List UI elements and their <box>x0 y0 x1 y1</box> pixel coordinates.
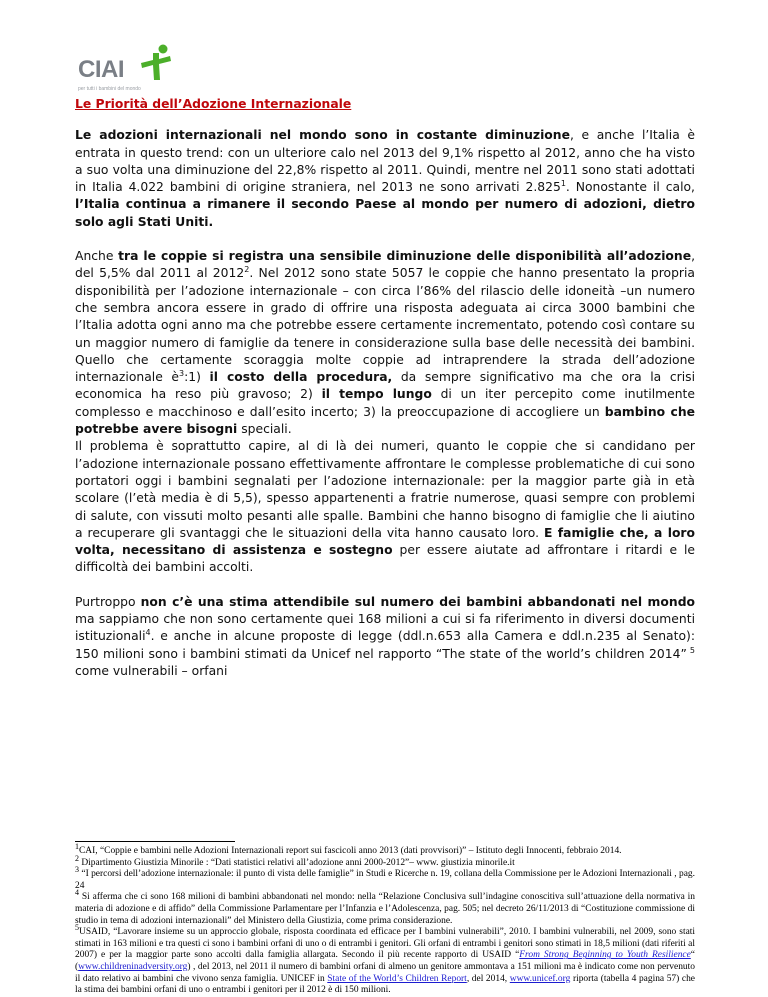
p4-text-1: Purtroppo <box>75 594 141 609</box>
logo-subtitle: per tutti i bambini del mondo <box>78 86 141 92</box>
p2-text-6: di un iter percepito come inutilmente complesso e macchinoso e dall’esito incerto; 3) la preoccupazione di accogliere un <box>75 387 695 419</box>
paragraph-3 <box>75 438 695 576</box>
footnote-4-text: Si afferma che ci sono 168 milioni di bambini abbandonati nel mondo: nella “Relazione Conclusiva sull’indagine conoscitiva sull’attuazione della normativa in materia di adozione e di affido” della Commissione Parlamentare per l’Infanzia e l’Adolescenza, pag. 505; nel decreto 26/11/2013 di “Costituzione commissione di studio in tema di adozioni internazionali” del Ministero della Giustizia, come prima considerazione. <box>75 892 695 926</box>
footnote-2 <box>75 853 695 870</box>
p2-text-5: da sempre significativo ma che ora la crisi economica ha reso più gravoso; 2) <box>75 370 695 402</box>
footnote-3 <box>75 865 695 892</box>
footnote-2-text: Dipartimento Giustizia Minorile : “Dati statistici relativi all’adozione anni 2000-2012”– www. giustizia minorile.it <box>79 857 515 868</box>
footnote-4 <box>75 888 695 927</box>
p4-text-4: come vulnerabili – orfani <box>75 663 228 678</box>
footnote-1-num: 1 <box>75 841 79 851</box>
p3-text-2: per essere aiutate ad affrontare i ritardi e le difficoltà dei bambini accolti. <box>75 543 696 575</box>
p1-text-1: , e anche l’Italia è entrata in questo trend: con un ulteriore calo nel 2013 del 9,1% rispetto al 2012, anno che ha visto a suo volta una diminuzione del 22,8% rispetto al 2011. Quindi, mentre nel 2011 sono stati adottati in Italia 4.022 bambini di origine straniera, nel 2013 ne sono arrivati 2.825 <box>75 128 695 195</box>
footnote-ref-4: 4 <box>145 628 151 638</box>
p2-text-3: . Nel 2012 sono state 5057 le coppie che hanno presentato la propria disponibilità per l’adozione internazionale – con circa l’86% del rilascio delle idoneità –un numero che sembra ancora essere in grado di offrire una risposta adeguata ai circa 3000 bambini che l’Italia adotta ogni anno ma che potrebbe essere certamente incrementato, potendo così contare su un maggior numero di famiglie da tenere in considerazione sulla base delle necessità dei bambini. Quello che certamente scoraggia molte coppie ad intraprendere la strada dell’adozione internazionale è <box>75 266 695 385</box>
footnote-5-text-3: ) , del 2013, nel 2011 il numero di bambini orfani di almeno un genitore ammontava a 151 milioni ma è indicato come non pervenuto il dato relativo ai bambini che vivono senza famiglia. UNICEF in <box>75 961 695 984</box>
footnote-ref-1: 1 <box>560 179 566 189</box>
link-childreninadversity[interactable]: www.childreninadversity.org <box>78 961 188 972</box>
footnote-5-num: 5 <box>75 923 79 933</box>
footnote-3-num: 3 <box>75 865 79 875</box>
paragraph-4 <box>75 594 695 680</box>
footnote-2-num: 2 <box>75 853 79 863</box>
p2-text-4: :1) <box>184 370 210 385</box>
logo-figure-icon <box>139 44 175 82</box>
document-body <box>75 96 695 680</box>
footnote-separator <box>75 841 235 842</box>
footnote-1-text: CAI, “Coppie e bambini nelle Adozioni Internazionali report sui fascicoli anno 2013 (dati provvisori)” – Istituto degli Innocenti, febbraio 2014. <box>79 846 622 856</box>
footnote-ref-2: 2 <box>244 265 250 275</box>
p2-text-2: , del 5,5% dal 2011 al 2012 <box>75 249 695 281</box>
p4-text-3: . e anche in alcune proposte di legge (ddl.n.653 alla Camera e ddl.n.235 al Senato): 150 milioni sono i bambini stimati da Unicef nel rapporto “The state of the world’s children 2014” <box>75 629 695 661</box>
page-title: Le Priorità dell’Adozione Internazionale <box>75 97 352 111</box>
p2-text-7: speciali. <box>237 422 292 437</box>
logo-text: CIAI <box>78 56 124 83</box>
p2-bold-1: tra le coppie si registra una sensibile diminuzione delle disponibilità all’adozione <box>118 249 692 264</box>
p2-bold-2: il costo della procedura, <box>209 370 393 385</box>
footnote-ref-5: 5 <box>686 645 695 655</box>
paragraph-2 <box>75 248 695 438</box>
footnote-4-num: 4 <box>75 888 79 898</box>
p4-text-2: ma sappiamo che non sono certamente quei 168 milioni a cui si fa riferimento in diversi documenti istituzionali <box>75 612 695 644</box>
footnote-5 <box>75 923 696 997</box>
link-unicef[interactable]: www.unicef.org <box>509 973 571 984</box>
link-state-of-worlds-children[interactable]: State of the World’s Children Report <box>327 973 467 984</box>
p1-bold-2: l’Italia continua a rimanere il secondo Paese al mondo per numero di adozioni, dietro solo agli Stati Uniti. <box>75 197 695 229</box>
p1-text-2: . Nonostante il calo, <box>565 180 695 195</box>
p2-text-1: Anche <box>75 249 119 264</box>
footnotes <box>75 841 696 997</box>
footnote-3-text: “I percorsi dell’adozione internazionale: il punto di vista delle famiglie” in Studi e Ricerche n. 19, collana della Commissione per le Adozioni Internazionali , pag. 24 <box>75 869 695 891</box>
footnote-5-text-2: “ ( <box>75 950 695 972</box>
footnote-5-text-1: USAID, “Lavorare insieme su un approccio globale, risposta coordinata ed efficace per I bambini vulnerabili”, 2010. I bambini vulnerabili, nel 2009, sono stati stimati in 163 milioni e tra questi ci sono i bambini orfani di uno o di entrambi i genitori. Gli orfani di entrambi i genitori sono stimati in 18,5 milioni (dati riferiti al 2007) e per la maggior parte sono accolti dalla famiglia allargata. Secondo il più recente rapporto di USAID “ <box>75 927 695 961</box>
ciai-logo <box>78 44 188 100</box>
p3-text-1: Il problema è soprattutto capire, al di là dei numeri, quanto le coppie che si candidano per l’adozione internazionale possano effettivamente affrontare le complesse problematiche di cui sono portatori oggi i bambini segnalati per l’adozione internazionale: per la maggior parte già in età scolare (l’età media è di 5,5), spesso appartenenti a fratrie numerose, quasi sempre con problemi di salute, con vissuti molto pesanti alle spalle. Bambini che hanno bisogno di famiglie che li aiutino a recuperare gli svantaggi che le situazioni della vita hanno causato loro. <box>75 439 695 540</box>
p2-bold-4: bambino che potrebbe avere bisogni <box>75 404 695 437</box>
footnote-1 <box>75 841 695 858</box>
footnote-5-text-5: riporta (tabella 4 pagina 57) che la stima dei bambini orfani di uno o entrambi i genitori per il 2012 è di 150 milioni. <box>75 973 696 996</box>
p2-bold-3: il tempo lungo <box>321 387 432 402</box>
p1-bold-1: Le adozioni internazionali nel mondo sono in costante diminuzione <box>75 128 570 143</box>
footnote-ref-3: 3 <box>179 369 185 379</box>
p3-bold-1: E famiglie che, a loro volta, necessitano di assistenza e sostegno <box>75 525 695 558</box>
footnote-5-text-4: , del 2014, <box>466 973 510 984</box>
p4-bold-1: non c’è una stima attendibile sul numero dei bambini abbandonati nel mondo <box>140 594 696 609</box>
link-from-strong-beginning[interactable]: From Strong Beginning to Youth Resilience <box>519 950 691 961</box>
paragraph-1 <box>75 127 695 231</box>
